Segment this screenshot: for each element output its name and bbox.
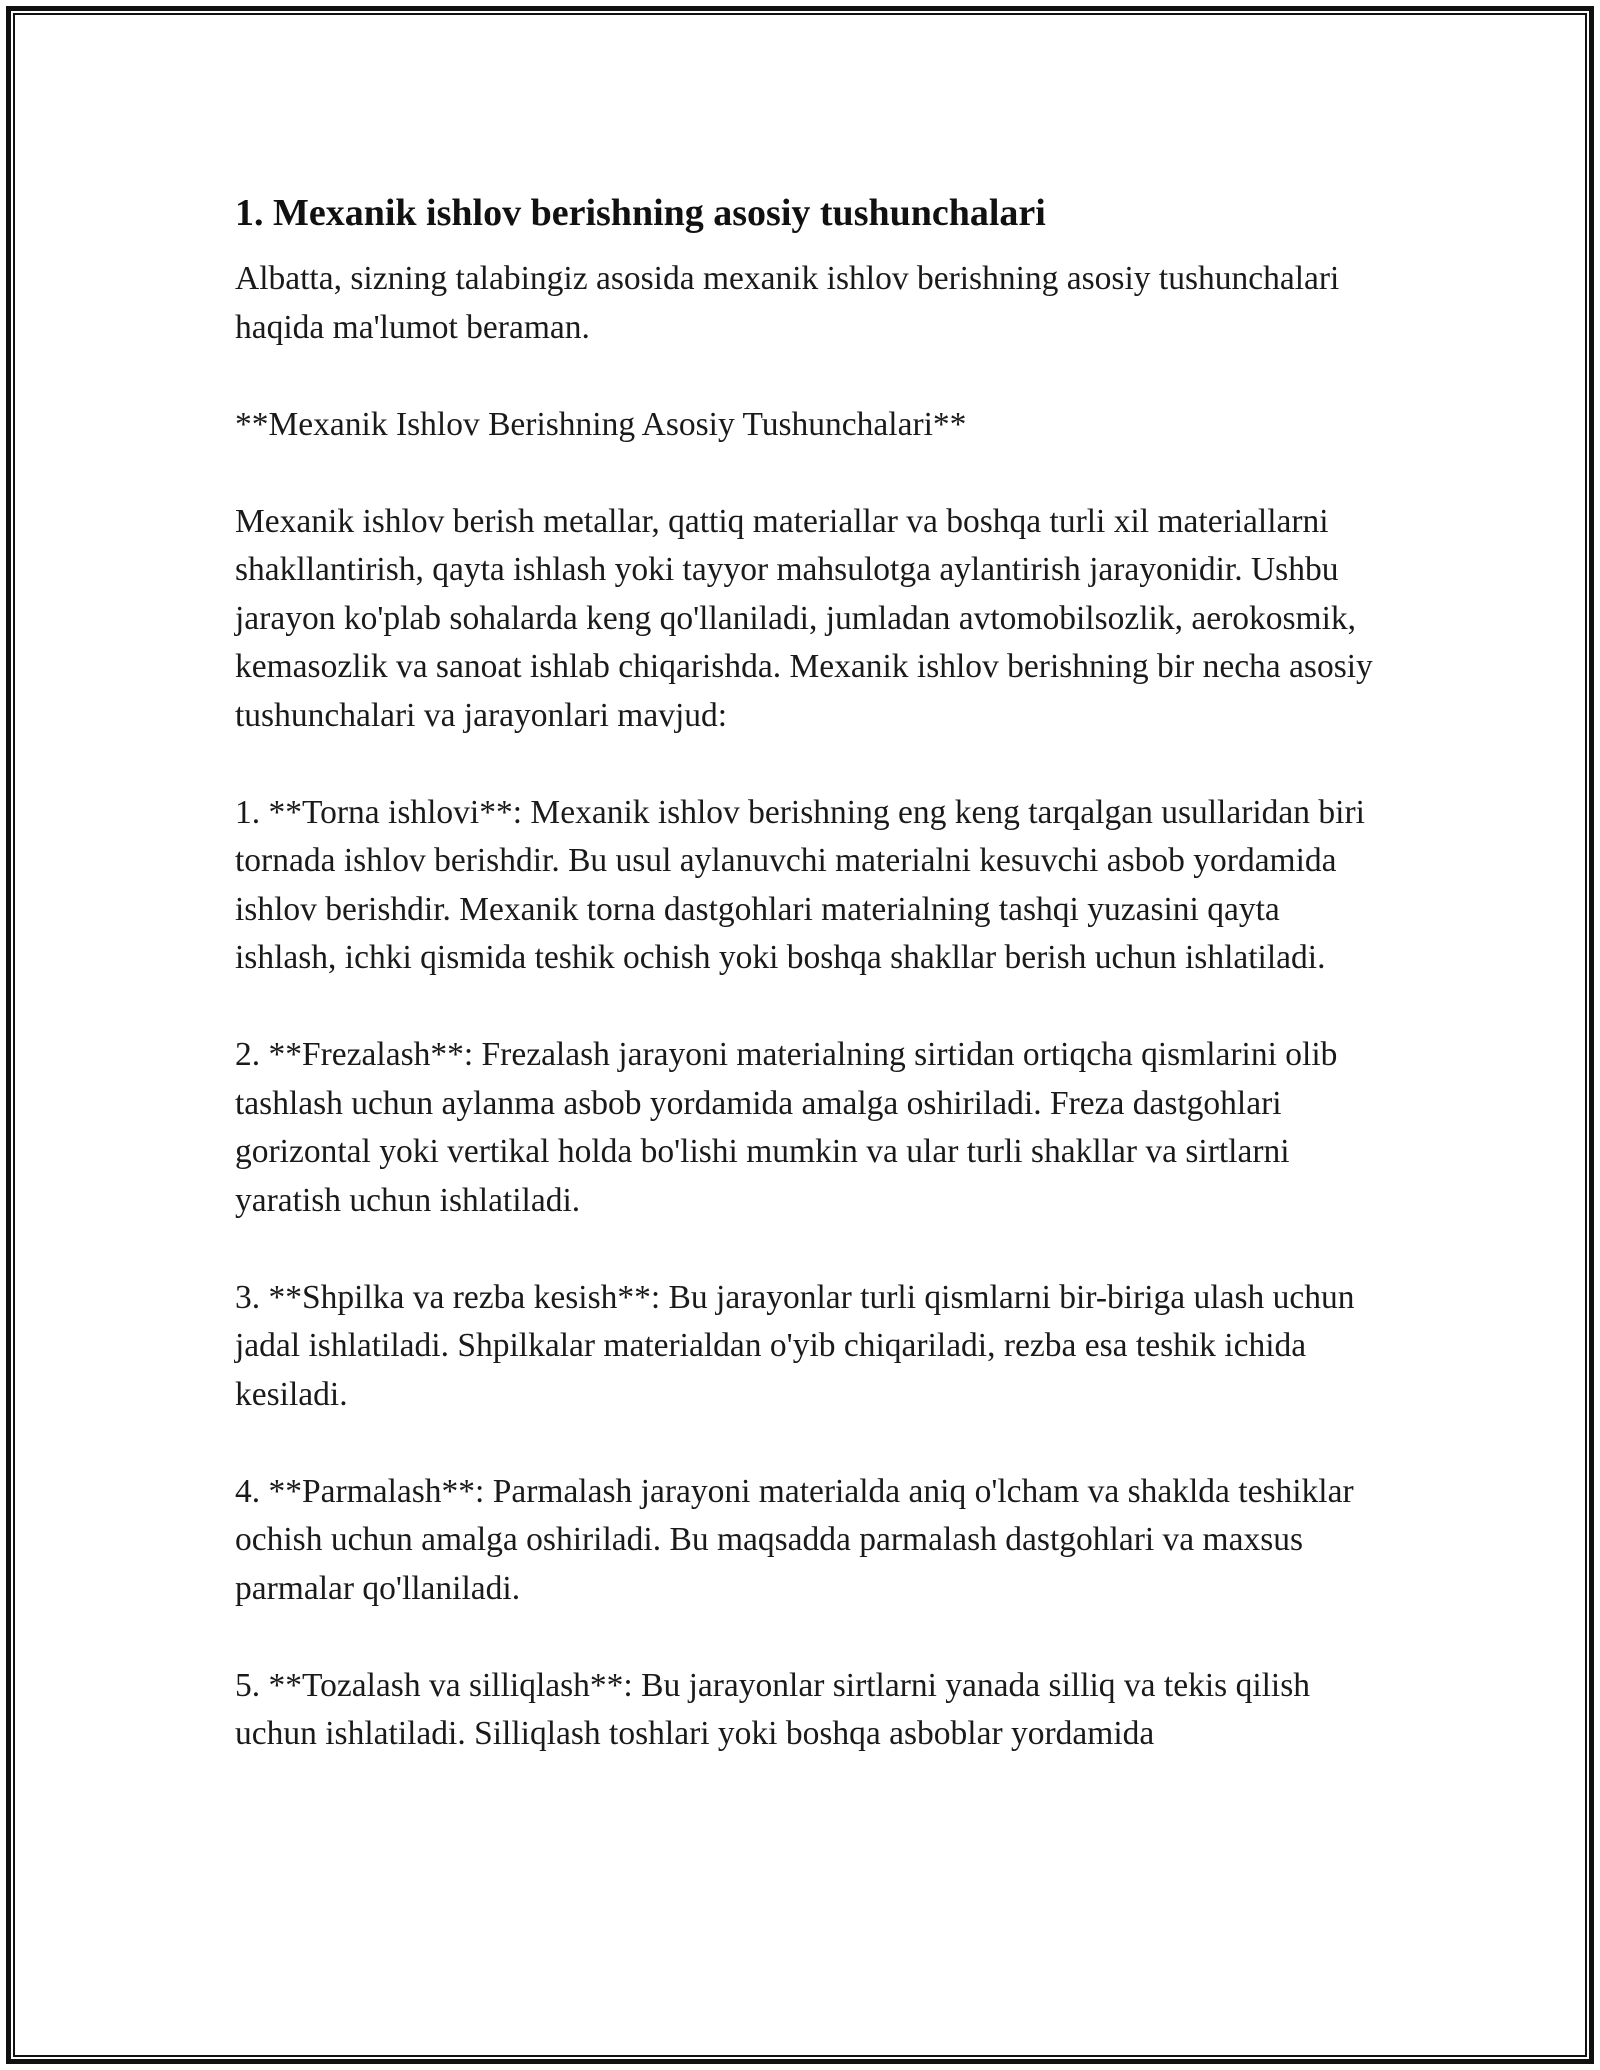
list-item-torna: 1. **Torna ishlovi**: Mexanik ishlov berishning eng keng tarqalgan usullaridan biri tornada ishlov berishdir. Bu usul aylanuvchi materialni kesuvchi asbob yordamida ishlov berishdir. Mexanik torna dastgohlari materialning tashqi yuzasini qayta ishlash, ichki qismida teshik ochish yoki boshqa shakllar berish uchun ishlatiladi.: [235, 793, 1374, 976]
document-body: [235, 185, 1385, 1759]
section-heading-paragraph: **Mexanik Ishlov Berishning Asosiy Tushunchalari**: [235, 405, 967, 443]
document-title: 1. Mexanik ishlov berishning asosiy tushunchalari: [235, 192, 1046, 234]
list-item-tozalash-silliqlash: 5. **Tozalash va silliqlash**: Bu jarayonlar sirtlarni yanada silliq va tekis qilish uchun ishlatiladi. Silliqlash toshlari yoki boshqa asboblar yordamida: [235, 1666, 1319, 1752]
list-item-shpilka-rezba: 3. **Shpilka va rezba kesish**: Bu jarayonlar turli qismlarni bir-biriga ulash uchun jadal ishlatiladi. Shpilkalar materialdan o'yib chiqariladi, rezba esa teshik ichida kesiladi.: [235, 1278, 1363, 1413]
list-item-frezalash: 2. **Frezalash**: Frezalash jarayoni materialning sirtidan ortiqcha qismlarini olib tashlash uchun aylanma asbob yordamida amalga oshiriladi. Freza dastgohlari gorizontal yoki vertikal holda bo'lishi mumkin va ular turli shakllar va sirtlarni yaratish uchun ishlatiladi.: [235, 1036, 1346, 1219]
intro-paragraph: Albatta, sizning talabingiz asosida mexanik ishlov berishning asosiy tushunchalari haqida ma'lumot beraman.: [235, 260, 1348, 346]
list-item-parmalash: 4. **Parmalash**: Parmalash jarayoni materialda aniq o'lcham va shaklda teshiklar ochish uchun amalga oshiriladi. Bu maqsadda parmalash dastgohlari va maxsus parmalar qo'llaniladi.: [235, 1472, 1363, 1607]
overview-paragraph: Mexanik ishlov berish metallar, qattiq materiallar va boshqa turli xil materiallarni shakllantirish, qayta ishlash yoki tayyor mahsulotga aylantirish jarayonidir. Ushbu jarayon ko'plab sohalarda keng qo'llaniladi, jumladan avtomobilsozlik, aerokosmik, kemasozlik va sanoat ishlab chiqarishda. Mexanik ishlov berishning bir necha asosiy tushunchalari va jarayonlari mavjud:: [235, 502, 1382, 734]
